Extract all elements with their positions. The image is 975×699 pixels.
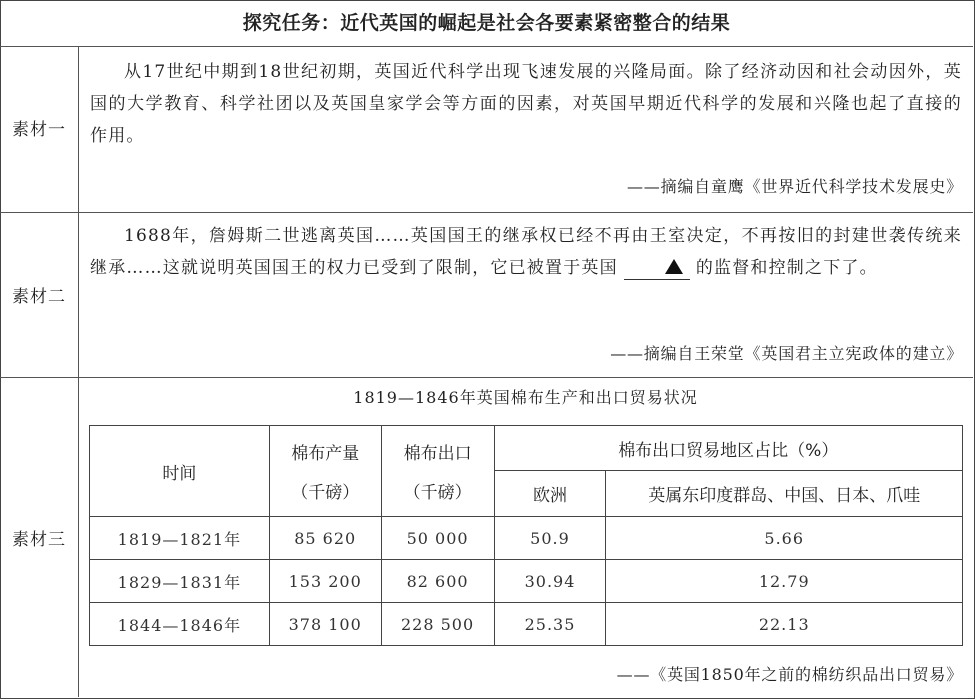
- table-row: [90, 517, 963, 560]
- cotton-trade-table: [89, 425, 963, 646]
- cell-europe: 50.9: [494, 517, 606, 560]
- header-europe: 欧洲: [494, 471, 606, 517]
- material-2-source: ——摘编自王荣堂《英国君主立宪政体的建立》: [610, 344, 963, 363]
- table-header-row: [90, 426, 963, 471]
- header-time: 时间: [90, 426, 270, 517]
- triangle-icon: [665, 259, 683, 274]
- text-before-blank: 1688年，詹姆斯二世逃离英国……英国国王的继承权已经不再由王室决定，不再按旧的封建世袭传统来继承……这就说明英国国王的权力已受到了限制，它已被置于英国: [90, 226, 962, 278]
- material-2-text: [90, 220, 962, 284]
- cell-export: 50 000: [381, 517, 494, 560]
- material-1-text: [90, 56, 962, 152]
- header-export-unit: （千磅）: [403, 483, 472, 503]
- header-share: 棉布出口贸易地区占比（%）: [494, 426, 962, 471]
- cell-time: 1829—1831年: [90, 560, 270, 603]
- cell-time: 1819—1821年: [90, 517, 270, 560]
- material-label: 素材三: [12, 530, 66, 550]
- material-1-source: ——摘编自童鹰《世界近代科学技术发展史》: [626, 177, 963, 196]
- material-label: 素材一: [12, 120, 66, 140]
- cell-output: 378 100: [269, 603, 381, 646]
- divider: [0, 377, 973, 378]
- divider: [0, 46, 973, 47]
- divider: [0, 212, 973, 213]
- cell-time: 1844—1846年: [90, 603, 270, 646]
- table-row: [90, 603, 963, 646]
- material-3-source: ——《英国1850年之前的棉纺织品出口贸易》: [616, 665, 963, 684]
- cell-output: 85 620: [269, 517, 381, 560]
- header-asia: 英属东印度群岛、中国、日本、爪哇: [606, 471, 963, 517]
- cell-asia: 5.66: [606, 517, 963, 560]
- cell-output: 153 200: [269, 560, 381, 603]
- paragraph: [90, 220, 962, 284]
- cell-export: 82 600: [381, 560, 494, 603]
- cell-asia: 22.13: [606, 603, 963, 646]
- paragraph: 从17世纪中期到18世纪初期，英国近代科学出现飞速发展的兴隆局面。除了经济动因和社会动因外，英国的大学教育、科学社团以及英国皇家学会等方面的因素，对英国早期近代科学的发展和兴隆也起了直接的作用。: [90, 62, 962, 146]
- cell-export: 228 500: [381, 603, 494, 646]
- table-caption: 1819—1846年英国棉布生产和出口贸易状况: [353, 388, 698, 407]
- header-export-label: 棉布出口: [403, 444, 472, 464]
- header-output: [269, 426, 381, 517]
- header-output-label: 棉布产量: [291, 444, 360, 464]
- cell-asia: 12.79: [606, 560, 963, 603]
- header-export: [381, 426, 494, 517]
- header-output-unit: （千磅）: [291, 483, 360, 503]
- table-row: [90, 560, 963, 603]
- material-label: 素材二: [12, 287, 66, 307]
- cell-europe: 25.35: [494, 603, 606, 646]
- text-after-blank: 的监督和控制之下了。: [695, 258, 878, 278]
- page-title: 探究任务：近代英国的崛起是社会各要素紧密整合的结果: [242, 12, 731, 34]
- column-divider: [78, 46, 79, 697]
- cell-europe: 30.94: [494, 560, 606, 603]
- answer-blank: [624, 257, 690, 280]
